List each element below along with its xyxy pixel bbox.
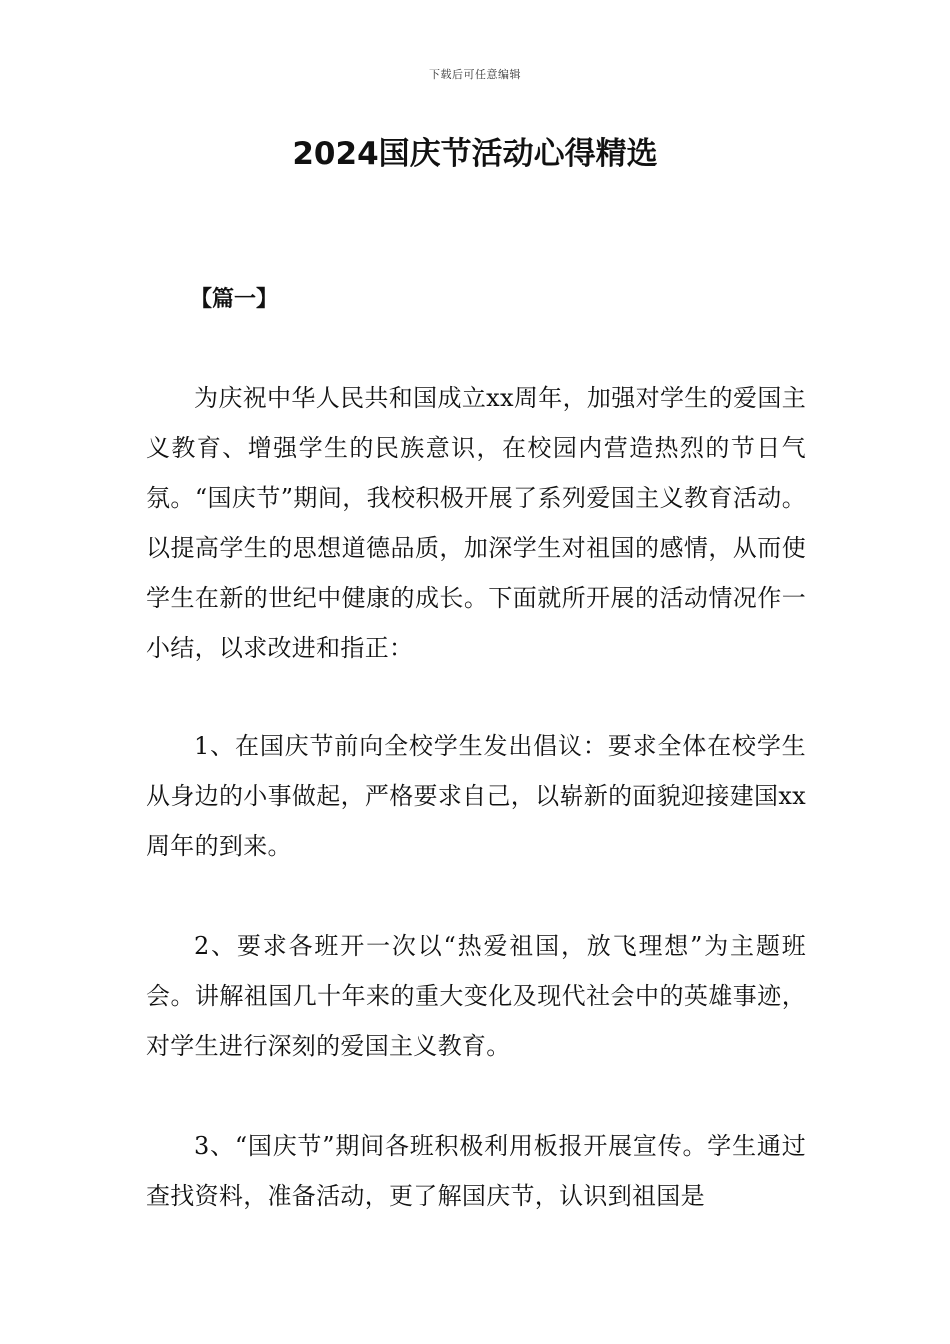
document-title: 2024国庆节活动心得精选 bbox=[292, 136, 658, 172]
list-item-paragraph-2: 2、要求各班开一次以“热爱祖国，放飞理想”为主题班会。讲解祖国几十年来的重大变化及现代社会中的英雄事迹，对学生进行深刻的爱国主义教育。 bbox=[146, 932, 806, 1060]
header-note: 下载后可任意编辑 bbox=[429, 68, 521, 81]
list-item-paragraph-3: 3、“国庆节”期间各班积极利用板报开展宣传。学生通过查找资料，准备活动，更了解国庆节，认识到祖国是 bbox=[146, 1132, 806, 1210]
section-label: 【篇一】 bbox=[190, 287, 279, 312]
list-item-paragraph-1: 1、在国庆节前向全校学生发出倡议：要求全体在校学生从身边的小事做起，严格要求自己，以崭新的面貌迎接建国xx周年的到来。 bbox=[146, 732, 806, 860]
intro-paragraph: 为庆祝中华人民共和国成立xx周年，加强对学生的爱国主义教育、增强学生的民族意识，在校园内营造热烈的节日气氛。“国庆节”期间，我校积极开展了系列爱国主义教育活动。以提高学生的思想道德品质，加深学生对祖国的感情，从而使学生在新的世纪中健康的成长。下面就所开展的活动情况作一小结，以求改进和指正： bbox=[146, 384, 806, 662]
